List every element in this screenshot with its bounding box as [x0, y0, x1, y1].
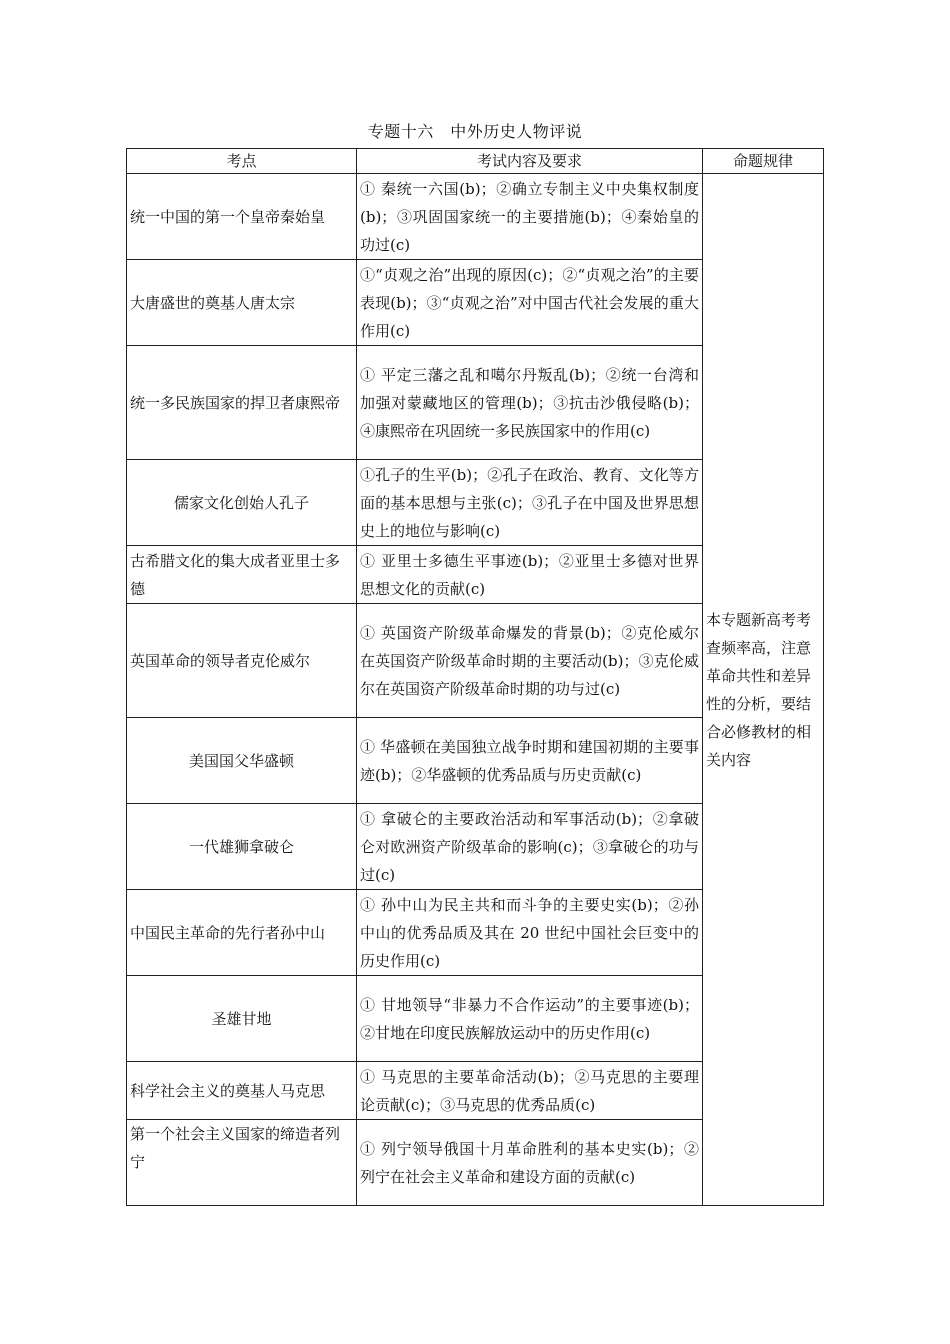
topic-cell: 第一个社会主义国家的缔造者列宁: [127, 1120, 357, 1206]
requirement-cell: ① 亚里士多德生平事迹(b)；②亚里士多德对世界思想文化的贡献(c): [357, 546, 703, 604]
requirement-cell: ① 马克思的主要革命活动(b)；②马克思的主要理论贡献(c)；③马克思的优秀品质(c): [357, 1062, 703, 1120]
page-title: 专题十六 中外历史人物评说: [367, 122, 583, 141]
table-header-row: [127, 149, 824, 174]
topic-cell: 儒家文化创始人孔子: [127, 460, 357, 546]
topic-cell: 一代雄狮拿破仑: [127, 804, 357, 890]
topic-cell: 英国革命的领导者克伦威尔: [127, 604, 357, 718]
requirement-cell: ① 平定三藩之乱和噶尔丹叛乱(b)；②统一台湾和加强对蒙藏地区的管理(b)；③抗击沙俄侵略(b)；④康熙帝在巩固统一多民族国家中的作用(c): [357, 346, 703, 460]
table-row: [127, 174, 824, 260]
exam-topics-table: [126, 148, 824, 1206]
requirement-cell: ① 华盛顿在美国独立战争时期和建国初期的主要事迹(b)；②华盛顿的优秀品质与历史贡献(c): [357, 718, 703, 804]
requirement-cell: ① 孙中山为民主共和而斗争的主要史实(b)；②孙中山的优秀品质及其在 20 世纪中国社会巨变中的历史作用(c): [357, 890, 703, 976]
topic-cell: 美国国父华盛顿: [127, 718, 357, 804]
requirement-cell: ① 英国资产阶级革命爆发的背景(b)；②克伦威尔在英国资产阶级革命时期的主要活动(b)；③克伦威尔在英国资产阶级革命时期的功与过(c): [357, 604, 703, 718]
requirement-cell: ① 秦统一六国(b)；②确立专制主义中央集权制度(b)；③巩固国家统一的主要措施(b)；④秦始皇的功过(c): [357, 174, 703, 260]
rule-cell: 本专题新高考考查频率高，注意革命共性和差异性的分析，要结合必修教材的相关内容: [703, 174, 824, 1206]
requirement-cell: ① 甘地领导“非暴力不合作运动”的主要事迹(b)；②甘地在印度民族解放运动中的历史作用(c): [357, 976, 703, 1062]
topic-cell: 中国民主革命的先行者孙中山: [127, 890, 357, 976]
topic-cell: 统一中国的第一个皇帝秦始皇: [127, 174, 357, 260]
topic-cell: 圣雄甘地: [127, 976, 357, 1062]
requirement-cell: ①“贞观之治”出现的原因(c)；②“贞观之治”的主要表现(b)；③“贞观之治”对中国古代社会发展的重大作用(c): [357, 260, 703, 346]
topic-cell: 科学社会主义的奠基人马克思: [127, 1062, 357, 1120]
requirement-cell: ①孔子的生平(b)；②孔子在政治、教育、文化等方面的基本思想与主张(c)；③孔子在中国及世界思想史上的地位与影响(c): [357, 460, 703, 546]
topic-cell: 统一多民族国家的捍卫者康熙帝: [127, 346, 357, 460]
header-rule: 命题规律: [703, 149, 824, 174]
header-topic: 考点: [127, 149, 357, 174]
requirement-cell: ① 列宁领导俄国十月革命胜利的基本史实(b)；②列宁在社会主义革命和建设方面的贡献(c): [357, 1120, 703, 1206]
topic-cell: 大唐盛世的奠基人唐太宗: [127, 260, 357, 346]
requirement-cell: ① 拿破仑的主要政治活动和军事活动(b)；②拿破仑对欧洲资产阶级革命的影响(c)；③拿破仑的功与过(c): [357, 804, 703, 890]
topic-cell: 古希腊文化的集大成者亚里士多德: [127, 546, 357, 604]
header-requirement: 考试内容及要求: [357, 149, 703, 174]
